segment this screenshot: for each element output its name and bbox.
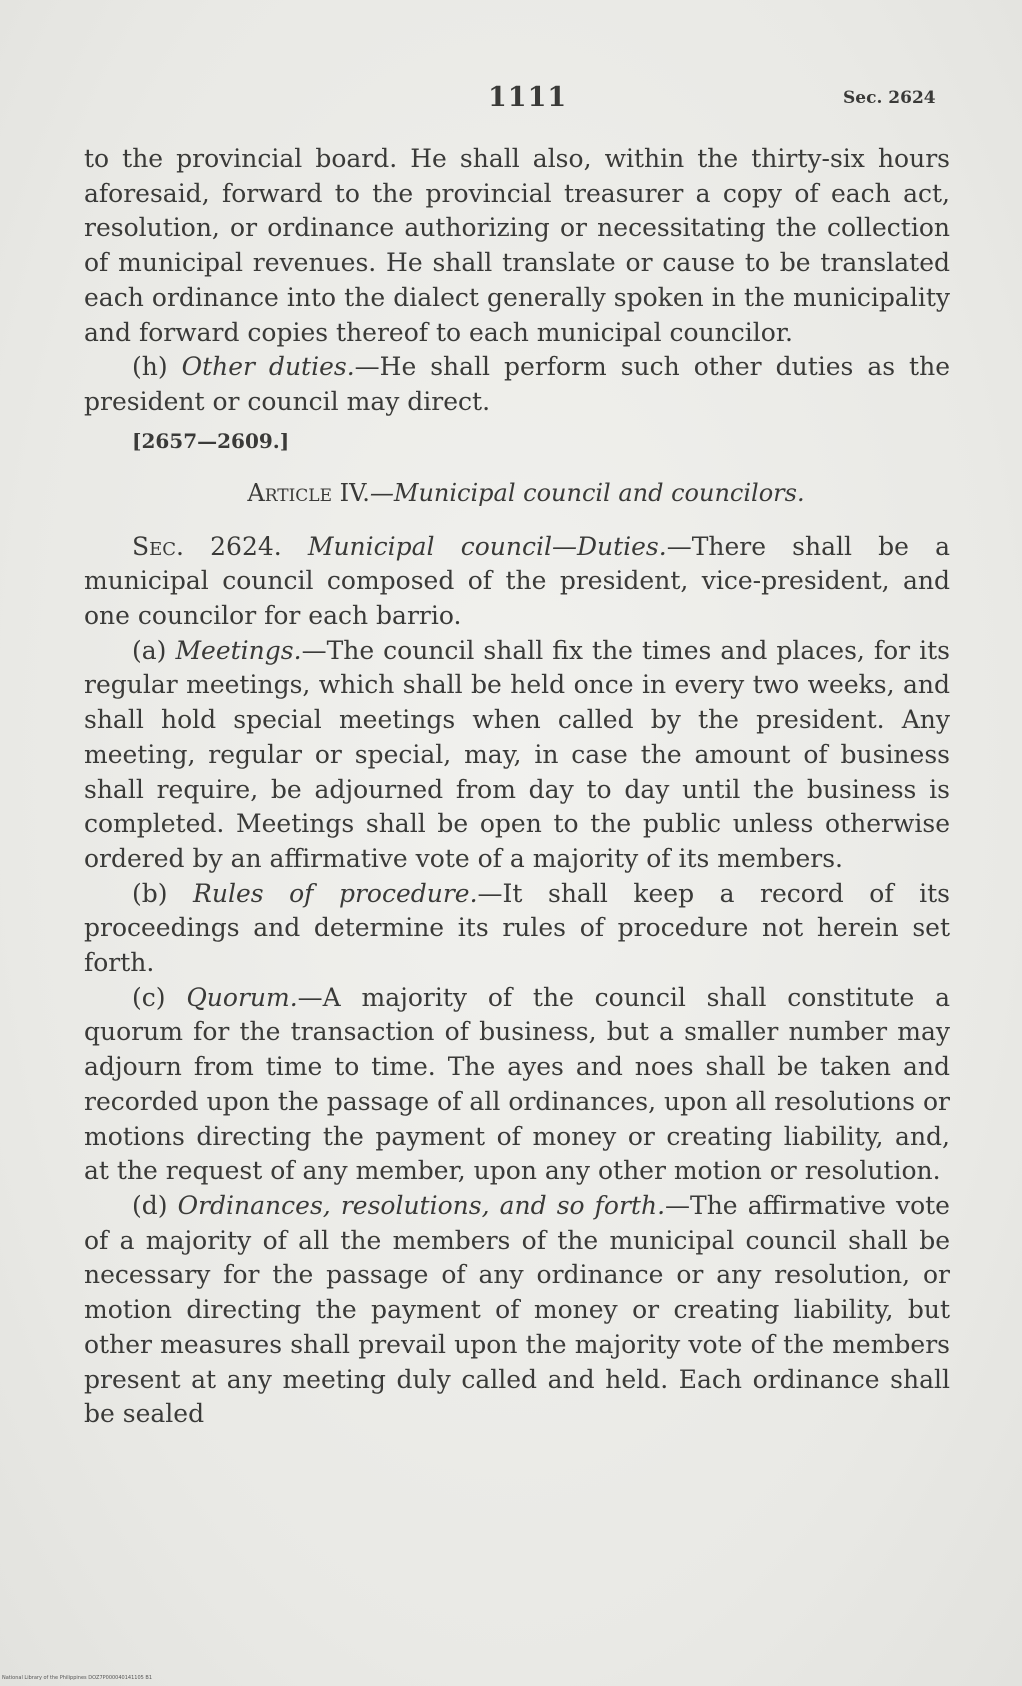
citation: [2657—2609.] bbox=[132, 428, 290, 453]
clause-label: (a) bbox=[132, 635, 167, 665]
section-text: —There shall be a municipal council composed of the president, vice-president, and one councilor for each barrio. bbox=[84, 531, 950, 631]
clause-label: (d) bbox=[132, 1190, 168, 1220]
article-label: Article IV. bbox=[247, 478, 370, 507]
clause-title: Ordinances, resolutions, and so forth. bbox=[177, 1190, 666, 1220]
clause-title: Other duties. bbox=[181, 352, 355, 382]
paragraph-other-duties bbox=[84, 350, 950, 419]
clause-label: (b) bbox=[132, 878, 168, 908]
clause-text: —The affirmative vote of a majority of all the members of the municipal council shall be necessary for the passage of any ordinance or any resolution, or motion directing the payment of money or creating liability, but other measures shall prevail upon the majority vote of the members present at any meeting duly called and held. Each ordinance shall be sealed bbox=[84, 1190, 950, 1429]
body-text bbox=[84, 142, 950, 1432]
paragraph-ordinances-resolutions bbox=[84, 1189, 950, 1432]
section-title: Municipal council—Duties. bbox=[307, 531, 667, 561]
page-header bbox=[0, 82, 1022, 122]
clause-text: —The council shall fix the times and places, for its regular meetings, which shall be held once in every two weeks, and shall hold special meetings when called by the president. Any meeting, regular or special, may, in case the amount of business shall require, be adjourned from day to day until the business is completed. Meetings shall be open to the public unless otherwise ordered by an affirmative vote of a majority of its members. bbox=[84, 635, 950, 873]
section-2624 bbox=[84, 530, 950, 634]
paragraph-continuation bbox=[84, 142, 950, 350]
clause-text: —He shall perform such other duties as the president or council may direct. bbox=[84, 352, 950, 416]
clause-text: —It shall keep a record of its proceedings and determine its rules of procedure not herein set forth. bbox=[84, 878, 950, 978]
article-heading bbox=[84, 476, 950, 510]
clause-label: (h) bbox=[132, 352, 168, 382]
running-section-reference: Sec. 2624 bbox=[843, 88, 936, 108]
clause-text: —A majority of the council shall constitute a quorum for the transaction of business, but a smaller number may adjourn from time to time. The ayes and noes shall be taken and recorded upon the passage of all ordinances, upon all resolutions or motions directing the payment of money or creating liability, and, at the request of any member, upon any other motion or resolution. bbox=[84, 982, 951, 1186]
paragraph-meetings bbox=[84, 634, 950, 877]
paragraph-rules-of-procedure bbox=[84, 877, 950, 981]
page-number: 1111 bbox=[488, 82, 568, 113]
paragraph-text: to the provincial board. He shall also, within the thirty-six hours aforesaid, forward to the provincial treasurer a copy of each act, resolution, or ordinance authorizing or necessitating the collection of municipal revenues. He shall translate or cause to be translated each ordinance into the dialect generally spoken in the municipality and forward copies thereof to each municipal councilor. bbox=[84, 144, 950, 347]
article-title: —Municipal council and councilors. bbox=[369, 478, 805, 507]
clause-title: Quorum. bbox=[186, 982, 298, 1012]
section-label: Sec. 2624. bbox=[132, 531, 282, 561]
paragraph-quorum bbox=[84, 981, 950, 1189]
clause-title: Meetings. bbox=[175, 635, 302, 665]
clause-label: (c) bbox=[132, 982, 166, 1012]
clause-title: Rules of procedure. bbox=[193, 878, 478, 908]
scan-footer: National Library of the Philippines DOZ7P000040141105 B1 bbox=[2, 1675, 153, 1681]
